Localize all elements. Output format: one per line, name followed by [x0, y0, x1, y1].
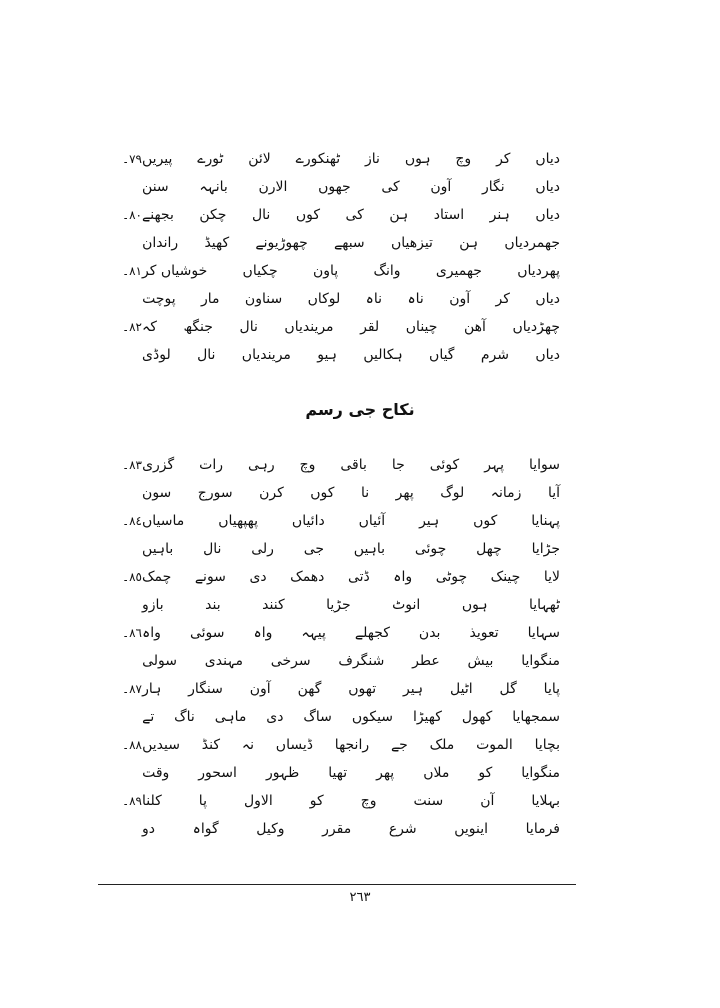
verse-word: ہیر [419, 513, 440, 529]
verse-word: عطر [412, 653, 440, 669]
verse-word: جھمردیاں [504, 235, 560, 251]
verse-word: مقرر [322, 821, 352, 837]
verse-word: پاون [312, 263, 339, 279]
verse-word: لوکاں [307, 291, 341, 307]
verse-word: دیاں [535, 291, 560, 307]
verse-words [142, 347, 560, 363]
verse-words [142, 291, 560, 307]
verse-word: ملاں [423, 765, 450, 781]
verse-word: واہ [393, 569, 413, 585]
verse-words [142, 625, 560, 641]
verse-word: کرن [259, 485, 284, 501]
verse-word: پھر [395, 485, 414, 501]
verse-word: رلی [251, 541, 274, 557]
verse-word: جنگھ [183, 319, 213, 335]
verse-word: نال [197, 347, 216, 363]
verse-word: سنت [413, 793, 444, 809]
verse-word: ناگ [174, 709, 195, 725]
verse-word: زمانہ [490, 485, 522, 501]
verse-word: چکن [199, 207, 227, 223]
verse-word: آون [449, 291, 471, 307]
verse-word: چینک [490, 569, 521, 585]
verse-word: ناہ [407, 291, 424, 307]
verse-word: سمجھایا [512, 709, 560, 725]
verse-word: پھردیاں [517, 263, 560, 279]
verse-word: باقی [340, 457, 367, 473]
verse-word: سنن [142, 179, 169, 195]
verse-word: بیش [467, 653, 494, 669]
verse-word: سہایا [527, 625, 560, 641]
verse-word: بازو [142, 597, 164, 613]
verse-word: گزری [142, 457, 175, 473]
verse-word: آئیاں [358, 513, 386, 529]
verse-word: تھوں [348, 681, 377, 697]
verse-word: ساگ [303, 709, 332, 725]
verse-word: نال [251, 207, 271, 223]
verse-word: سبھے [334, 235, 365, 251]
verse-word: واہ [142, 625, 161, 641]
verse-number: ٨٢۔ [122, 320, 142, 334]
verse-word: ٹھنکورے [295, 151, 341, 167]
verse-line [100, 648, 560, 674]
verse-number: ٨٩۔ [122, 794, 142, 808]
verse-word: کلنا [142, 793, 162, 809]
verse-word: لقر [360, 319, 380, 335]
verse-word: چیناں [405, 319, 438, 335]
verse-word: لایا [543, 569, 560, 585]
verse-line [100, 760, 560, 786]
verse-word: جا [391, 457, 405, 473]
verse-word: کوئی [429, 457, 460, 473]
verse-word: کر [496, 151, 511, 167]
verse-word: وقت [142, 765, 170, 781]
verse-word: ٹورے [197, 151, 224, 167]
verse-word: کھیڑا [412, 709, 442, 725]
verse-word: ظہور [265, 765, 300, 781]
verse-word: چوئی [414, 541, 447, 557]
verse-word: ہن [459, 235, 479, 251]
verse-word: سیکوں [351, 709, 394, 725]
verse-number: ٨١۔ [122, 264, 142, 278]
verse-words [142, 541, 560, 557]
verse-word: دی [266, 709, 284, 725]
footer-divider [98, 884, 576, 885]
verse-word: وانگ [373, 263, 401, 279]
verse-word: واہ [253, 625, 273, 641]
verse-word: کہ [142, 319, 157, 335]
section-heading: نکاح جی رسم [305, 400, 415, 419]
verse-line [100, 314, 560, 340]
verse-word: بجھنے [142, 207, 174, 223]
verse-word: گھن [297, 681, 322, 697]
verse-line [100, 816, 560, 842]
verse-word: دو [142, 821, 156, 837]
verse-line [100, 342, 560, 368]
verse-word: تھیا [328, 765, 348, 781]
verse-word: گل [499, 681, 517, 697]
verse-number: ٨٨۔ [122, 738, 142, 752]
verse-word: شرع [388, 821, 417, 837]
verse-word: پیہہ [301, 625, 326, 641]
verse-word: ہوں [404, 151, 431, 167]
verse-word: سناون [244, 291, 283, 307]
verse-word: چھوڑیونے [255, 235, 308, 251]
verse-word: باہیں [353, 541, 386, 557]
verse-words [142, 235, 560, 251]
verse-word: وکیل [256, 821, 285, 837]
verse-number: ٨٣۔ [122, 458, 142, 472]
verse-word: تے [142, 709, 155, 725]
verse-line [100, 676, 560, 702]
verse-word: جھوں [318, 179, 351, 195]
verse-words [142, 569, 560, 585]
verse-words [142, 653, 560, 669]
verse-word: جی [303, 541, 325, 557]
verse-word: کی [381, 179, 400, 195]
verse-word: فرمایا [525, 821, 560, 837]
verse-word: گواہ [192, 821, 219, 837]
verse-word: جے [390, 737, 408, 753]
verse-word: سیدیں [142, 737, 180, 753]
verse-word: اینویں [454, 821, 489, 837]
verse-word: آھن [463, 319, 486, 335]
verse-word: رات [199, 457, 223, 473]
verse-word: چمک [142, 569, 172, 585]
verse-words [142, 681, 560, 697]
verse-word: پہنایا [531, 513, 560, 529]
verse-word: بچایا [534, 737, 560, 753]
verse-word: سوایا [528, 457, 560, 473]
verse-word: پایا [543, 681, 560, 697]
verse-word: استاد [433, 207, 465, 223]
verse-number: ٧٩۔ [122, 152, 142, 166]
verse-word: شرم [480, 347, 509, 363]
verse-word: رہی [247, 457, 275, 473]
verse-word: ناہ [365, 291, 383, 307]
verse-words [142, 513, 560, 529]
verse-word: جڑایا [531, 541, 560, 557]
verse-word: سون [142, 485, 172, 501]
verse-words [142, 179, 560, 195]
verse-word: آون [249, 681, 271, 697]
verse-word: وچ [360, 793, 377, 809]
verse-number: ٨٠۔ [122, 208, 142, 222]
verse-word: بند [205, 597, 221, 613]
verse-line [100, 174, 560, 200]
verse-word: ٹھہایا [529, 597, 560, 613]
page-number: ٢٦٣ [349, 890, 371, 905]
verse-word: نال [239, 319, 258, 335]
verse-word: سوئی [189, 625, 225, 641]
verse-word: ڈتی [347, 569, 370, 585]
verse-word: کر [495, 291, 510, 307]
verse-words [142, 737, 560, 753]
verse-line [100, 788, 560, 814]
verse-word: رانجھا [334, 737, 370, 753]
verse-words [142, 319, 560, 335]
verse-word: ہیر [402, 681, 424, 697]
verse-word: لوگ [440, 485, 465, 501]
verse-word: پھر [376, 765, 395, 781]
verse-word: کوں [473, 513, 498, 529]
verse-line [100, 230, 560, 256]
verse-word: جڑیا [326, 597, 351, 613]
verse-words [142, 821, 560, 837]
verse-word: منگوایا [521, 765, 560, 781]
verse-number: ٨٥۔ [122, 570, 142, 584]
verse-line [100, 146, 560, 172]
verse-word: نال [203, 541, 222, 557]
verse-word: کو [309, 793, 324, 809]
verse-word: نہ [241, 737, 254, 753]
verse-words [142, 485, 560, 501]
verse-word: نگار [481, 179, 505, 195]
verse-word: ماسیاں [142, 513, 185, 529]
verse-word: پا [198, 793, 207, 809]
verse-word: ہنر [489, 207, 510, 223]
verse-word: دھمک [290, 569, 325, 585]
verse-word: کنڈ [201, 737, 221, 753]
verse-line [100, 480, 560, 506]
verse-word: جھمیری [435, 263, 482, 279]
verse-word: پھپھیاں [218, 513, 258, 529]
verse-word: دیاں [535, 151, 560, 167]
verse-word: دیاں [535, 347, 560, 363]
verse-number: ٨٤۔ [122, 514, 142, 528]
verse-line [100, 258, 560, 284]
verse-word: الاول [243, 793, 273, 809]
verse-word: ماہی [214, 709, 247, 725]
verse-word: مار [200, 291, 220, 307]
verse-words [142, 263, 560, 279]
verse-line [100, 592, 560, 618]
verse-word: مریندیاں [284, 319, 334, 335]
verse-word: کوں [295, 207, 320, 223]
verse-word: سرخی [270, 653, 311, 669]
verse-word: ہیو [317, 347, 337, 363]
verse-word: سنگار [188, 681, 223, 697]
verse-words [142, 457, 560, 473]
verse-word: تعویذ [469, 625, 499, 641]
verse-word: بانہہ [199, 179, 228, 195]
verse-word: گیاں [429, 347, 455, 363]
verse-line [100, 732, 560, 758]
verse-word: ناز [365, 151, 380, 167]
verse-words [142, 765, 560, 781]
verse-word: کی [345, 207, 364, 223]
verse-word: لوڈی [142, 347, 171, 363]
verse-word: آیا [547, 485, 560, 501]
verse-word: اٹیل [450, 681, 473, 697]
verse-word: تیزھیاں [390, 235, 433, 251]
verse-line [100, 620, 560, 646]
verse-number: ٨٧۔ [122, 682, 142, 696]
verse-word: راندان [142, 235, 179, 251]
verse-word: کوں [310, 485, 335, 501]
verse-word: کجھلے [354, 625, 390, 641]
verse-word: پیریں [142, 151, 173, 167]
verse-word: الموت [476, 737, 513, 753]
verse-word: بدن [418, 625, 441, 641]
verse-line [100, 564, 560, 590]
verse-word: دیاں [535, 179, 560, 195]
verse-line [100, 704, 560, 730]
verse-word: آون [430, 179, 452, 195]
verse-word: شنگرف [338, 653, 385, 669]
verse-line [100, 536, 560, 562]
verse-word: وچ [455, 151, 472, 167]
verse-line [100, 286, 560, 312]
verse-word: ڈیساں [275, 737, 313, 753]
verse-number: ٨٦۔ [122, 626, 142, 640]
verse-line [100, 452, 560, 478]
verse-word: دائیاں [291, 513, 325, 529]
verse-word: ہار [142, 681, 162, 697]
verse-word: آن [480, 793, 495, 809]
verse-word: خوشیاں کر [142, 263, 208, 279]
verse-words [142, 793, 560, 809]
verse-line [100, 202, 560, 228]
verse-word: پہر [484, 457, 505, 473]
verse-words [142, 151, 560, 167]
verse-word: بہلایا [531, 793, 560, 809]
verse-word: منگوایا [521, 653, 560, 669]
verse-word: چکیاں [242, 263, 278, 279]
verse-word: اسحور [198, 765, 237, 781]
verse-word: سولی [142, 653, 177, 669]
verse-word: کھیڈ [204, 235, 230, 251]
verse-words [142, 207, 560, 223]
verse-line [100, 508, 560, 534]
verse-word: مریندیاں [241, 347, 291, 363]
verse-word: دی [249, 569, 267, 585]
verse-word: ہوں [461, 597, 488, 613]
verse-words [142, 597, 560, 613]
verse-word: انوٹ [392, 597, 421, 613]
verse-words [142, 709, 560, 725]
verse-word: لائن [248, 151, 271, 167]
verse-word: چوٹی [435, 569, 468, 585]
verse-word: کو [478, 765, 493, 781]
verse-word: کھول [461, 709, 493, 725]
verse-word: ہکالیں [363, 347, 403, 363]
verse-word: چھل [476, 541, 502, 557]
verse-word: وچ [299, 457, 316, 473]
verse-word: چھڑدیاں [512, 319, 560, 335]
verse-word: سورج [197, 485, 233, 501]
verse-word: الارن [258, 179, 288, 195]
verse-word: کنند [262, 597, 285, 613]
verse-word: پوچت [142, 291, 176, 307]
verse-word: دیاں [535, 207, 560, 223]
verse-word: باہیں [142, 541, 174, 557]
verse-word: سونے [194, 569, 226, 585]
verse-word: ہن [389, 207, 409, 223]
verse-word: مہندی [204, 653, 243, 669]
verse-word: نا [360, 485, 370, 501]
verse-word: ملک [429, 737, 455, 753]
